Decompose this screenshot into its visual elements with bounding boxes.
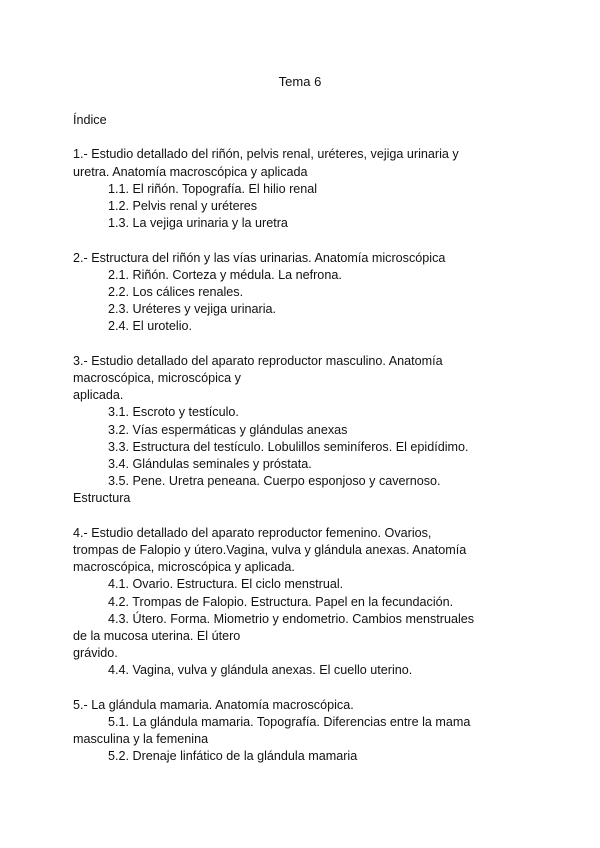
toc-item-line: grávido. — [73, 646, 118, 661]
toc-item-line: 1.2. Pelvis renal y uréteres — [108, 199, 258, 213]
section-heading-line: 5.- La glándula mamaria. Anatomía macroscópica. — [73, 697, 354, 712]
toc-item-line: Estructura — [73, 491, 131, 506]
table-of-contents — [73, 112, 533, 766]
toc-item-line: masculina y la femenina — [73, 732, 209, 747]
spacer — [73, 680, 533, 697]
toc-item-line: 3.3. Estructura del testículo. Lobulillos seminíferos. El epidídimo. — [108, 439, 469, 454]
toc-item-line: 5.1. La glándula mamaria. Topografía. Diferencias entre la mama — [108, 715, 471, 730]
toc-item-line: 4.2. Trompas de Falopio. Estructura. Papel en la fecundación. — [108, 594, 454, 609]
section-heading-line: 2.- Estructura del riñón y las vías urinarias. Anatomía microscópica — [73, 250, 446, 265]
section-heading-line: 4.- Estudio detallado del aparato reproductor femenino. Ovarios, — [73, 525, 432, 540]
section-heading-line: 1.- Estudio detallado del riñón, pelvis renal, uréteres, vejiga urinaria y — [73, 147, 459, 162]
spacer — [73, 508, 533, 525]
toc-item-line: 3.1. Escroto y testículo. — [108, 405, 239, 420]
spacer — [73, 232, 533, 249]
toc-item-line: 1.1. El riñón. Topografía. El hilio renal — [108, 181, 318, 196]
toc-item-line: 4.1. Ovario. Estructura. El ciclo menstrual. — [108, 577, 344, 592]
section-heading-line: uretra. Anatomía macroscópica y aplicada — [73, 164, 308, 179]
index-heading: Índice — [73, 113, 107, 127]
section-heading-line: macroscópica, microscópica y — [73, 371, 241, 385]
toc-item-line: 2.3. Uréteres y vejiga urinaria. — [108, 302, 276, 317]
section-heading-line: trompas de Falopio y útero.Vagina, vulva y glándula anexas. Anatomía — [73, 543, 467, 558]
spacer — [73, 336, 533, 353]
spacer — [73, 129, 533, 146]
toc-item-line: de la mucosa uterina. El útero — [73, 629, 241, 644]
toc-item-line: 1.3. La vejiga urinaria y la uretra — [108, 216, 288, 231]
section-heading-line: 3.- Estudio detallado del aparato reproductor masculino. Anatomía — [73, 353, 443, 368]
toc-item-line: 5.2. Drenaje linfático de la glándula mamaria — [108, 749, 358, 764]
toc-item-line: 3.4. Glándulas seminales y próstata. — [108, 457, 312, 472]
toc-item-line: 3.5. Pene. Uretra peneana. Cuerpo esponjoso y cavernoso. — [108, 474, 441, 489]
toc-item-line: 3.2. Vías espermáticas y glándulas anexas — [108, 422, 348, 437]
section-heading-line: macroscópica, microscópica y aplicada. — [73, 560, 295, 575]
section-heading-line: aplicada. — [73, 388, 124, 403]
page-title: Tema 6 — [278, 74, 322, 89]
toc-item-line: 2.1. Riñón. Corteza y médula. La nefrona. — [108, 267, 342, 282]
toc-item-line: 4.4. Vagina, vulva y glándula anexas. El cuello uterino. — [108, 663, 413, 678]
toc-item-line: 2.2. Los cálices renales. — [108, 285, 244, 299]
toc-item-line: 2.4. El urotelio. — [108, 319, 193, 334]
toc-item-line: 4.3. Útero. Forma. Miometrio y endometrio. Cambios menstruales — [108, 611, 475, 626]
